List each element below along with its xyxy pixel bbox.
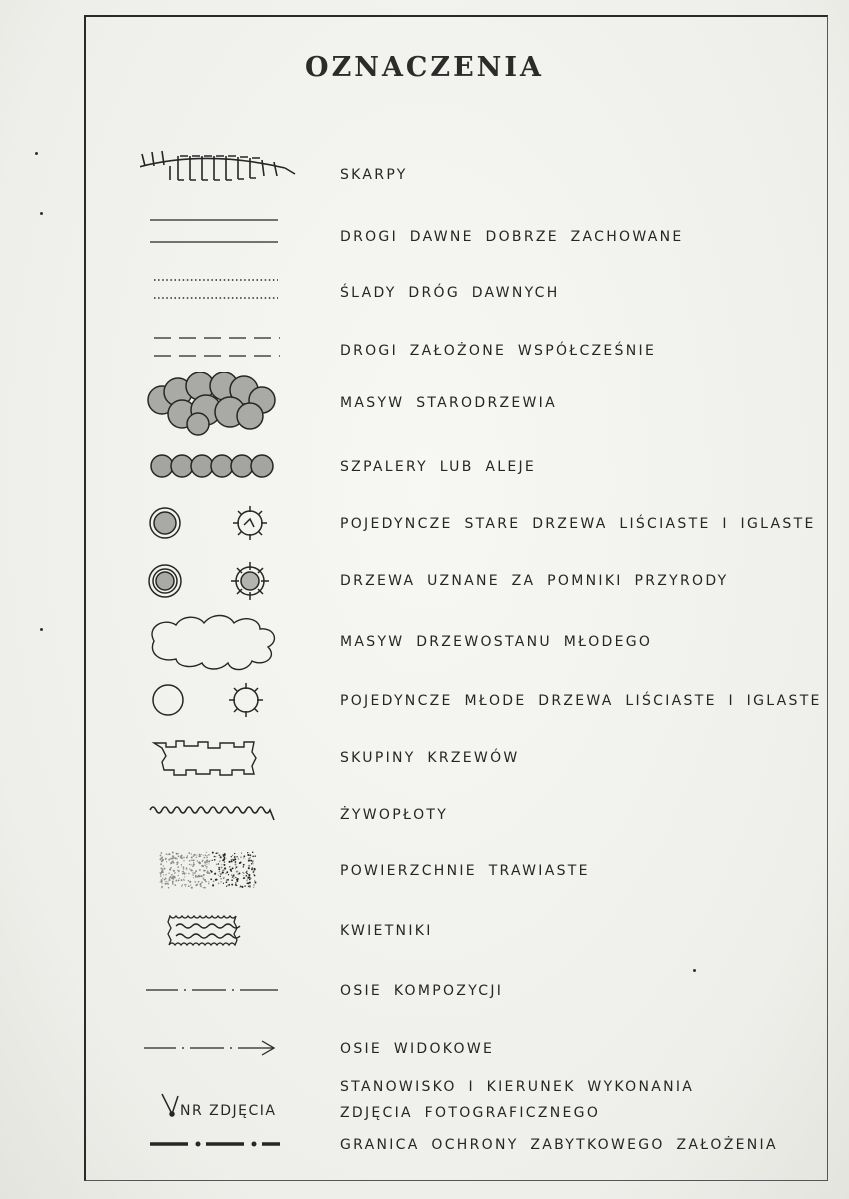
legend-label: SKARPY xyxy=(340,167,408,183)
photo-station-label xyxy=(340,1074,694,1126)
legend-label: DROGI DAWNE DOBRZE ZACHOWANE xyxy=(340,229,684,245)
legend-row-composition-axes xyxy=(100,966,820,1016)
tree-row-symbol xyxy=(140,442,290,492)
page-title: OZNACZENIA xyxy=(305,52,544,83)
legend-label: MASYW STARODRZEWIA xyxy=(340,395,557,411)
double-solid-line-symbol xyxy=(140,212,290,262)
legend-label: POWIERZCHNIE TRAWIASTE xyxy=(340,863,590,879)
legend-row-old-tree-mass xyxy=(100,378,820,428)
legend-row-grass-areas xyxy=(100,846,820,896)
legend-label: GRANICA OCHRONY ZABYTKOWEGO ZAŁOŻENIA xyxy=(340,1137,778,1153)
legend-label: OSIE KOMPOZYCJI xyxy=(340,983,504,999)
scan-speck xyxy=(35,152,38,155)
view-axis-symbol xyxy=(140,1024,290,1074)
legend-row-alleys xyxy=(100,442,820,492)
scan-speck xyxy=(40,628,43,631)
young-tree-mass-symbol xyxy=(140,611,290,677)
monument-tree-symbol xyxy=(140,556,290,606)
old-tree-mass-symbol xyxy=(140,372,290,438)
legend-row-shrub-groups xyxy=(100,733,820,783)
slope-symbol xyxy=(140,150,290,200)
legend-label: POJEDYNCZE STARE DRZEWA LIŚCIASTE I IGLASTE xyxy=(340,516,816,532)
shrub-group-symbol xyxy=(140,733,290,783)
hedge-symbol xyxy=(140,790,290,840)
double-dashed-line-symbol xyxy=(140,326,290,376)
legend-row-single-young-trees xyxy=(100,676,820,726)
legend-label: ŚLADY DRÓG DAWNYCH xyxy=(340,285,560,301)
legend-label: MASYW DRZEWOSTANU MŁODEGO xyxy=(340,634,653,650)
single-young-tree-symbol xyxy=(140,676,290,726)
composition-axis-symbol xyxy=(140,966,290,1016)
legend-label: SZPALERY LUB ALEJE xyxy=(340,459,537,475)
photo-station-label-line2: ZDJĘCIA FOTOGRAFICZNEGO xyxy=(340,1105,601,1121)
legend-row-modern-roads xyxy=(100,326,820,376)
legend-label: DRZEWA UZNANE ZA POMNIKI PRZYRODY xyxy=(340,573,729,589)
legend-label: SKUPINY KRZEWÓW xyxy=(340,750,520,766)
legend-row-view-axes xyxy=(100,1024,820,1074)
legend-row-flowerbeds xyxy=(100,906,820,956)
legend-label: ŻYWOPŁOTY xyxy=(340,807,449,823)
legend-row-single-old-trees xyxy=(100,499,820,549)
legend-row-monument-trees xyxy=(100,556,820,606)
legend-label: KWIETNIKI xyxy=(340,923,433,939)
legend-row-slopes xyxy=(100,150,820,200)
grass-area-symbol xyxy=(140,846,290,896)
legend-label: DROGI ZAŁOŻONE WSPÓŁCZEŚNIE xyxy=(340,343,657,359)
photo-number-text: NR ZDJĘCIA xyxy=(180,1103,277,1119)
legend-row-old-roads xyxy=(100,212,820,262)
legend-label: OSIE WIDOKOWE xyxy=(340,1041,495,1057)
flowerbed-symbol xyxy=(140,906,290,956)
photo-station-label-line1: STANOWISKO I KIERUNEK WYKONANIA xyxy=(340,1079,695,1095)
legend-row-road-traces xyxy=(100,268,820,318)
legend-row-young-tree-mass xyxy=(100,617,820,667)
double-dotted-line-symbol xyxy=(140,268,290,318)
scan-speck xyxy=(40,212,43,215)
legend-label: POJEDYNCZE MŁODE DRZEWA LIŚCIASTE I IGLASTE xyxy=(340,693,822,709)
single-old-tree-symbol xyxy=(140,499,290,549)
legend-row-hedges xyxy=(100,790,820,840)
protection-boundary-symbol xyxy=(140,1120,290,1170)
legend-row-protection-boundary xyxy=(100,1120,820,1170)
